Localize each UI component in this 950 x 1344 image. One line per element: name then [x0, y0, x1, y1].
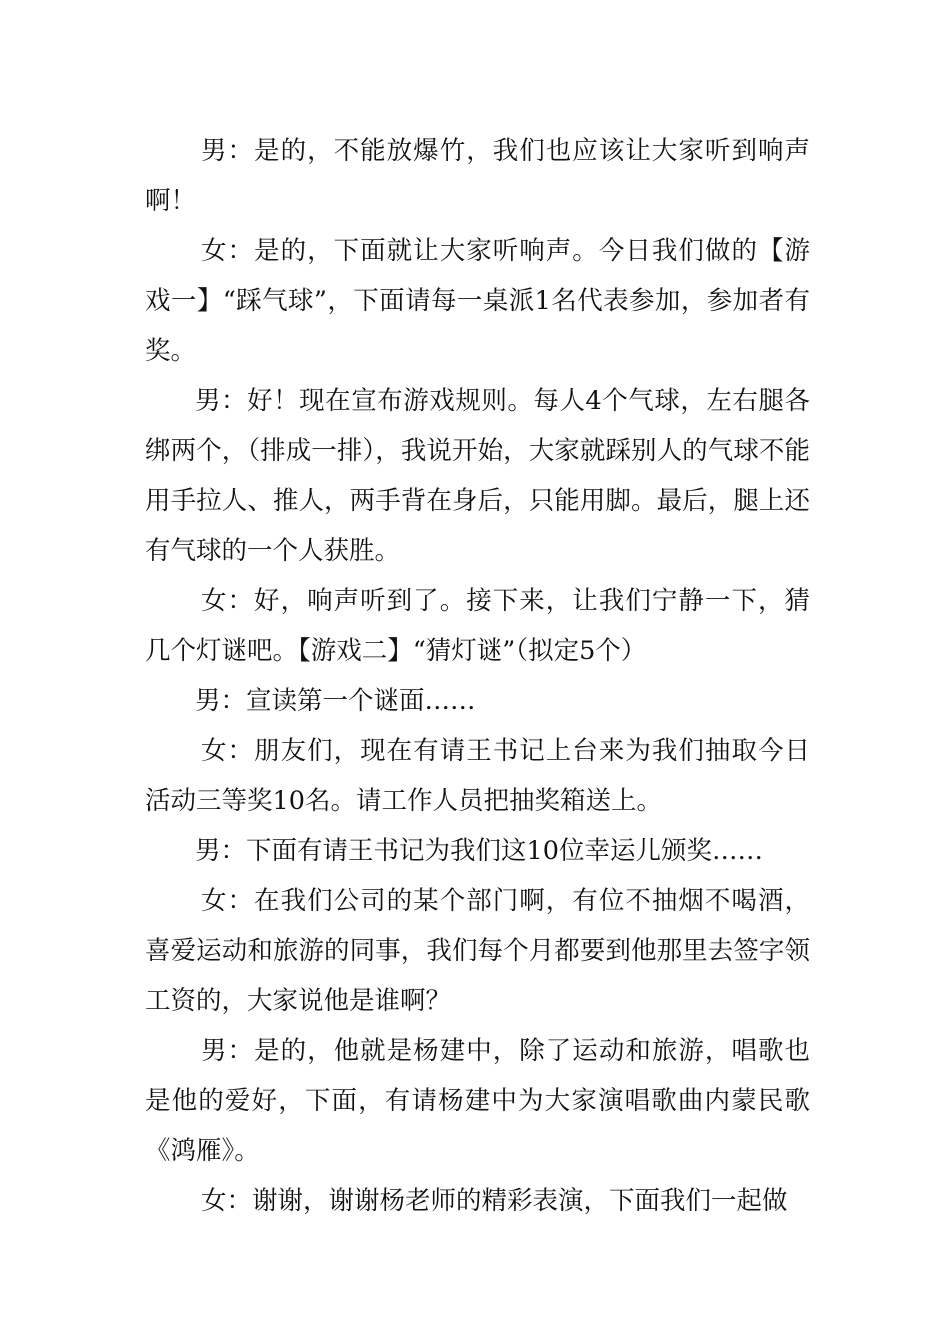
- paragraph-6: 女：朋友们，现在有请王书记上台来为我们抽取今日活动三等奖10名。请工作人员把抽奖箱送上。: [145, 736, 810, 816]
- paragraph-1: 男：是的，不能放爆竹，我们也应该让大家听到响声啊！: [145, 136, 810, 216]
- paragraph-4: 女：好，响声听到了。接下来，让我们宁静一下，猜几个灯谜吧。【游戏二】“猜灯谜”（拟定5个）: [145, 586, 810, 666]
- document-body: [145, 126, 810, 1226]
- paragraph-3: 男：好！现在宣布游戏规则。每人4个气球，左右腿各绑两个，（排成一排），我说开始，大家就踩别人的气球不能用手拉人、推人，两手背在身后，只能用脚。最后，腿上还有气球的一个人获胜。: [145, 386, 810, 566]
- paragraph-8: 女：在我们公司的某个部门啊，有位不抽烟不喝酒，喜爱运动和旅游的同事，我们每个月都要到他那里去签字领工资的，大家说他是谁啊？: [145, 886, 810, 1016]
- paragraph-10: 女：谢谢，谢谢杨老师的精彩表演，下面我们一起做: [201, 1186, 788, 1216]
- paragraph-5: 男：宣读第一个谜面……: [195, 686, 476, 716]
- paragraph-9: 男：是的，他就是杨建中，除了运动和旅游，唱歌也是他的爱好，下面，有请杨建中为大家演唱歌曲内蒙民歌《鸿雁》。: [145, 1036, 810, 1166]
- paragraph-2: 女：是的，下面就让大家听响声。今日我们做的【游戏一】“踩气球”，下面请每一桌派1名代表参加，参加者有奖。: [145, 236, 810, 366]
- paragraph-7: 男：下面有请王书记为我们这10位幸运儿颁奖……: [195, 836, 763, 866]
